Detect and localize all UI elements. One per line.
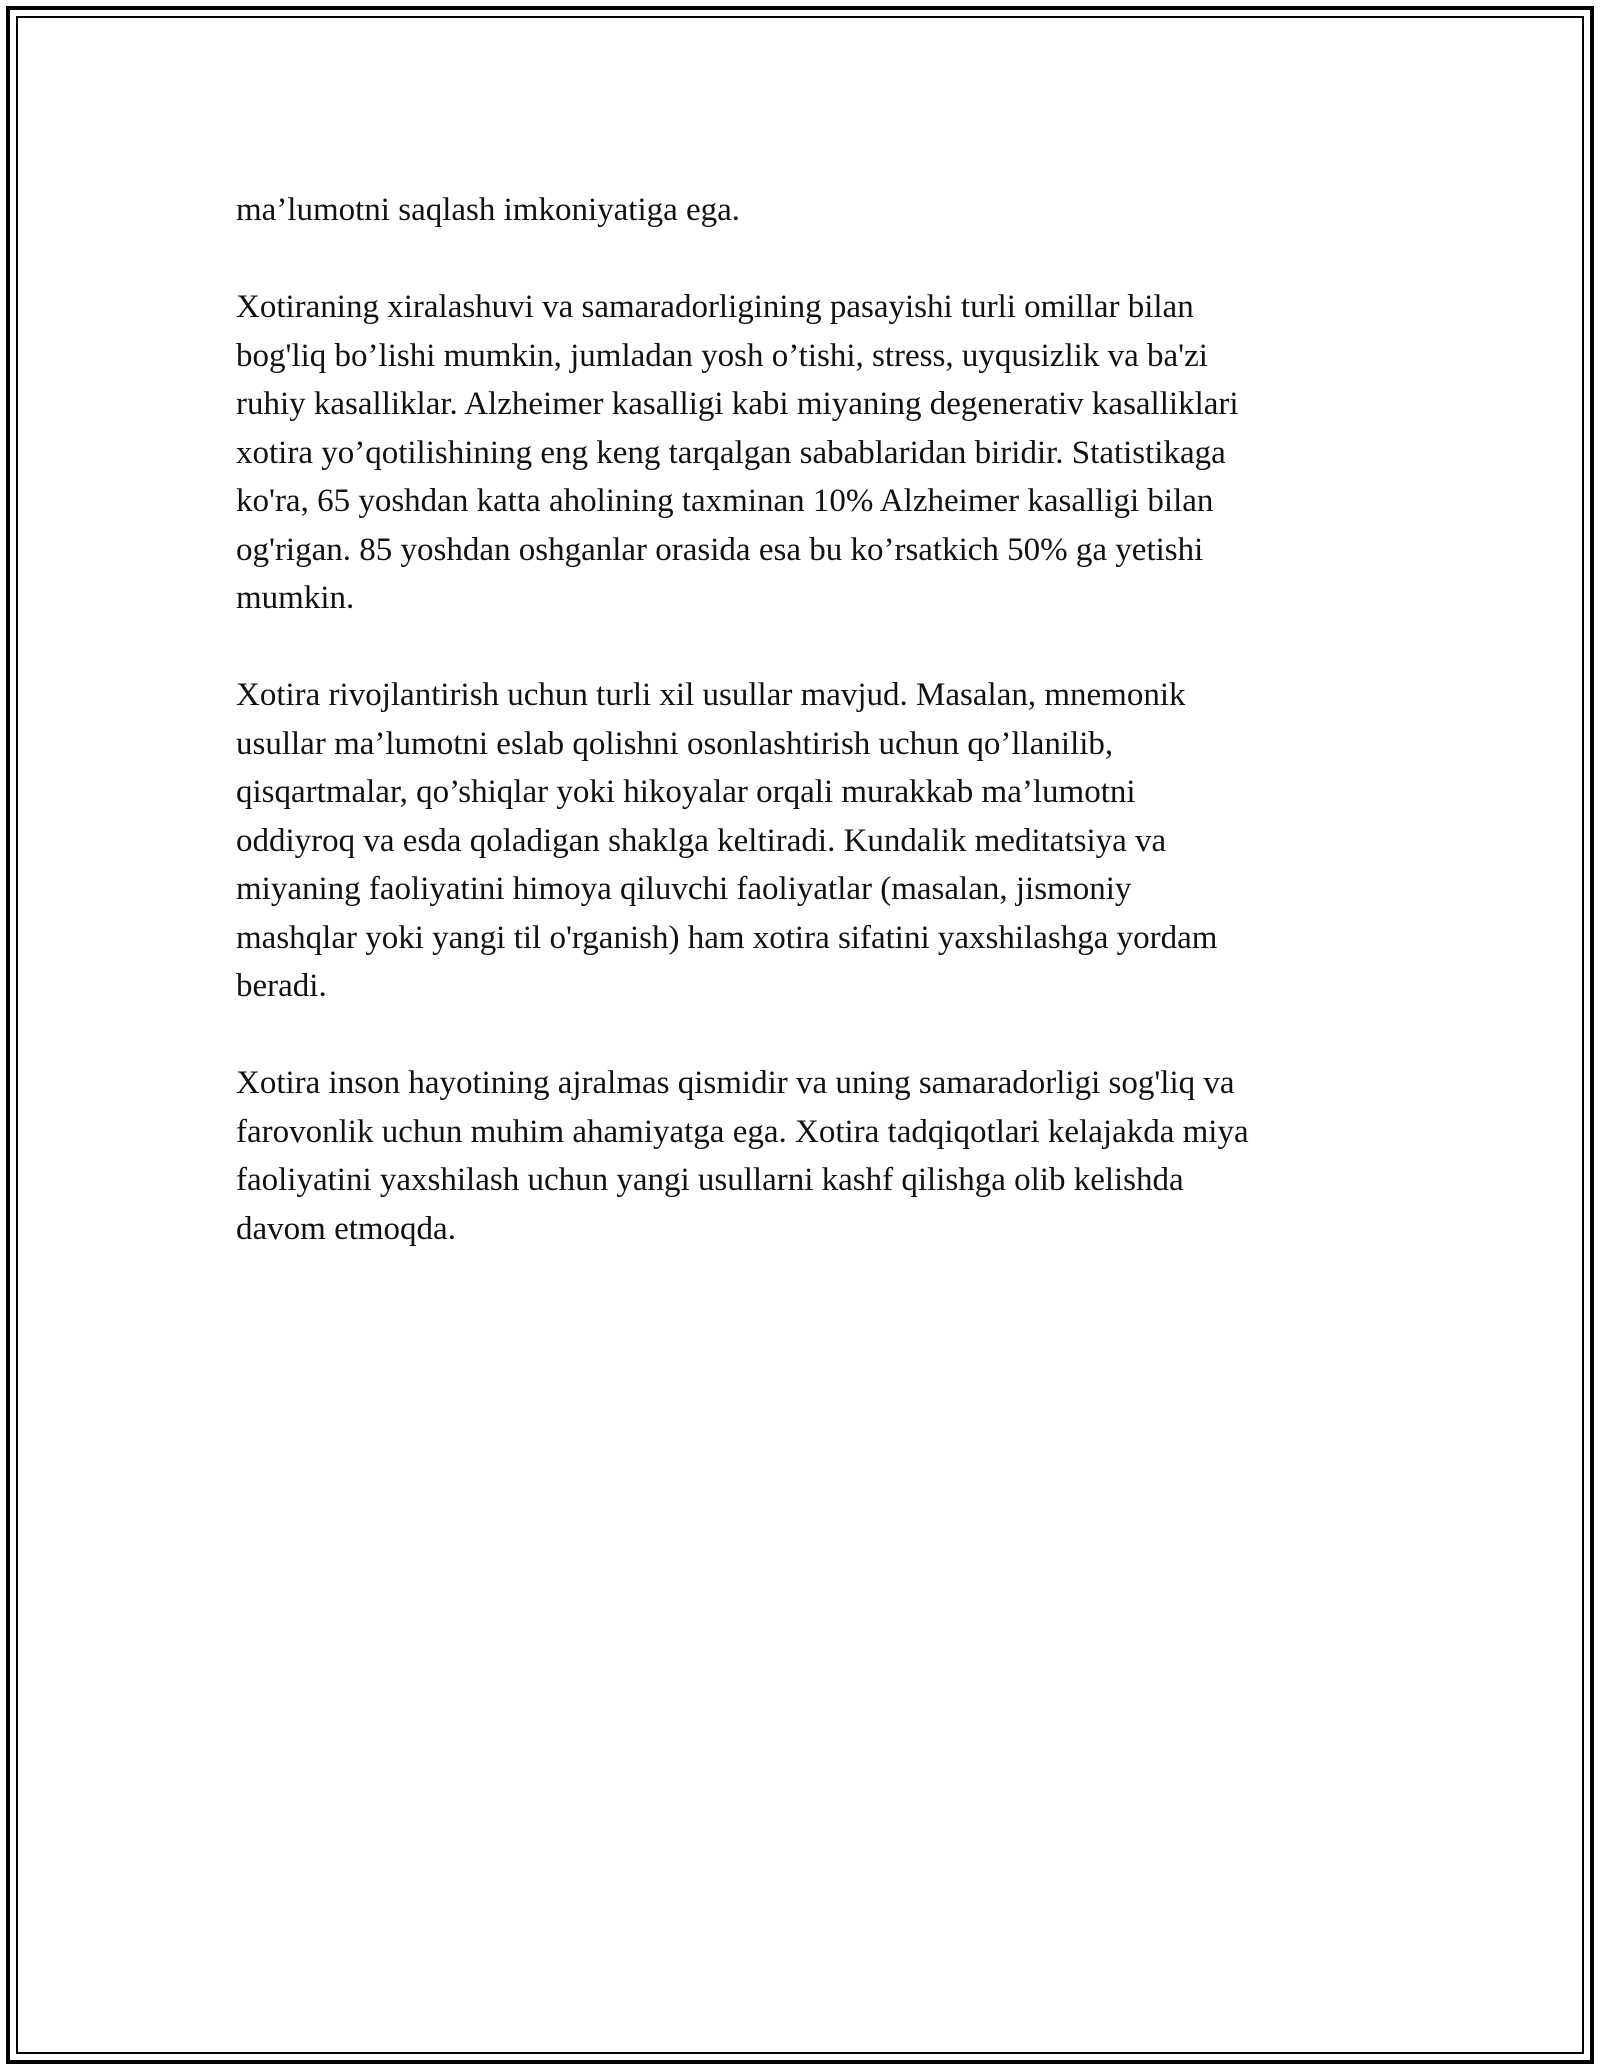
paragraph-conclusion: Xotira inson hayotining ajralmas qismidir va uning samaradorligi sog'liq va farovonlik uchun muhim ahamiyatga ega. Xotira tadqiqotlari kelajakda miya faoliyatini yaxshilash uchun yangi usullarni kashf qilishga olib kelishda davom etmoqda. xyxy=(236,1065,1249,1247)
document-body xyxy=(236,186,1366,1302)
paragraph-continuation: ma’lumotni saqlash imkoniyatiga ega. xyxy=(236,192,741,228)
paragraph-memory-methods: Xotira rivojlantirish uchun turli xil usullar mavjud. Masalan, mnemonik usullar ma’lumotni eslab qolishni osonlashtirish uchun qo’llanilib, qisqartmalar, qo’shiqlar yoki hikoyalar orqali murakkab ma’lumotni oddiyroq va esda qoladigan shaklga keltiradi. Kundalik meditatsiya va miyaning faoliyatini himoya qiluvchi faoliyatlar (masalan, jismoniy mashqlar yoki yangi til o'rganish) ham xotira sifatini yaxshilashga yordam beradi. xyxy=(236,677,1218,1004)
paragraph-memory-decline: Xotiraning xiralashuvi va samaradorligining pasayishi turli omillar bilan bog'liq bo’lishi mumkin, jumladan yosh o’tishi, stress, uyqusizlik va ba'zi ruhiy kasalliklar. Alzheimer kasalligi kabi miyaning degenerativ kasalliklari xotira yo’qotilishining eng keng tarqalgan sabablaridan biridir. Statistikaga ko'ra, 65 yoshdan katta aholining taxminan 10% Alzheimer kasalligi bilan og'rigan. 85 yoshdan oshganlar orasida esa bu ko’rsatkich 50% ga yetishi mumkin. xyxy=(236,289,1239,616)
